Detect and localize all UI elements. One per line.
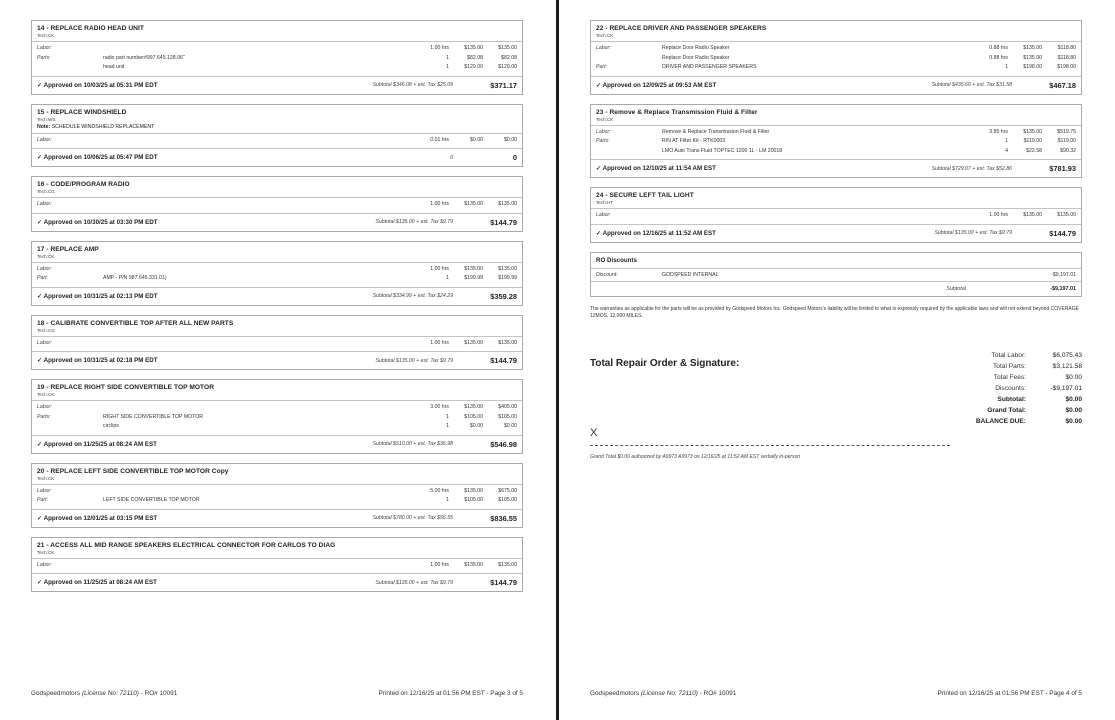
job-card <box>31 20 523 95</box>
line-type: Labor: <box>37 136 52 143</box>
job-lines <box>32 42 522 77</box>
approval-row <box>32 436 522 453</box>
discount-subtotal-value: -$9,197.01 <box>1050 285 1076 292</box>
discount-subtotal-label: Subtotal <box>946 285 966 292</box>
line-rate: $135.00 <box>464 561 483 568</box>
line-item <box>37 136 517 146</box>
approval-text: ✓ Approved on 12/09/25 at 09:53 AM EST <box>596 81 717 89</box>
line-amount: $135.00 <box>498 339 517 346</box>
totals-value: $0.00 <box>1065 395 1082 403</box>
line-type: Parts: <box>37 54 51 61</box>
totals-row <box>942 405 1082 416</box>
line-amount: $135.00 <box>498 201 517 207</box>
line-type: Labor: <box>596 128 611 135</box>
line-qty: 0.88 hrs <box>989 54 1008 61</box>
job-tech: Tech:CK <box>596 116 614 122</box>
job-tech: Tech:CK <box>37 475 55 481</box>
line-amount: $675.00 <box>498 487 517 494</box>
footer-license: (License No: 72110) <box>81 690 139 697</box>
line-qty: 1 <box>446 497 449 503</box>
footer-printed-page3: Printed on 12/16/25 at 01:56 PM EST - Page 3 of 5 <box>378 690 523 697</box>
approval-row <box>32 574 522 591</box>
totals-label: Subtotal: <box>997 395 1026 403</box>
line-qty: 0.01 hrs <box>430 136 449 143</box>
approval-subtotal: Subtotal $510.00 + est. Tax $36.98 <box>372 441 453 447</box>
line-rate: $135.00 <box>464 201 483 207</box>
totals-label: Total Fees: <box>993 373 1026 381</box>
job-title: 20 - REPLACE LEFT SIDE CONVERTIBLE TOP MOTOR Copy <box>37 467 229 475</box>
line-type <box>37 422 103 432</box>
line-rate: $135.00 <box>1023 45 1042 51</box>
job-lines <box>32 134 522 150</box>
line-qty: 1 <box>446 54 449 61</box>
line-qty: 1 <box>446 413 449 420</box>
line-desc <box>103 561 409 571</box>
line-item <box>596 128 1076 138</box>
job-lines <box>32 198 522 214</box>
line-item <box>596 211 1076 221</box>
approval-subtotal: Subtotal $135.00 + est. Tax $9.79 <box>375 219 453 225</box>
page-4 <box>559 0 1115 720</box>
line-type: Labor: <box>37 404 52 410</box>
approval-total: $144.79 <box>1049 228 1076 238</box>
line-item <box>37 265 517 275</box>
line-desc <box>103 136 409 146</box>
job-header <box>32 177 522 198</box>
job-lines <box>32 559 522 575</box>
line-type: Labor: <box>37 487 52 494</box>
line-type: Labor: <box>37 561 52 568</box>
line-item <box>596 54 1076 64</box>
line-rate: $199.99 <box>464 275 483 281</box>
footer-left-page4 <box>590 690 736 697</box>
approval-total: $371.17 <box>490 80 517 90</box>
line-amount: $135.00 <box>1057 212 1076 218</box>
line-rate: $0.00 <box>470 136 483 143</box>
line-type: Parts: <box>596 138 610 144</box>
approval-text: ✓ Approved on 10/31/25 at 02:13 PM EDT <box>37 292 158 300</box>
line-desc: head unit <box>103 64 125 70</box>
footer-license: (License No: 72110) <box>640 690 698 697</box>
job-tech: Tech:CG <box>37 327 55 333</box>
job-card <box>31 104 523 168</box>
line-rate: $0.00 <box>470 423 483 429</box>
job-header <box>591 21 1081 42</box>
line-amount: $105.00 <box>498 413 517 420</box>
approval-total: $467.18 <box>1049 80 1076 90</box>
line-amount: $135.00 <box>498 45 517 51</box>
footer-printed-page4: Printed on 12/16/25 at 01:56 PM EST - Page 4 of 5 <box>937 690 1082 697</box>
totals-row <box>942 394 1082 405</box>
totals-section <box>590 350 1082 450</box>
job-title: 16 - CODE/PROGRAM RADIO <box>37 181 130 188</box>
line-desc: RIGHT SIDE CONVERTIBLE TOP MOTOR <box>103 413 204 420</box>
line-type <box>37 63 103 73</box>
approval-text: ✓ Approved on 12/10/25 at 11:54 AM EST <box>596 165 716 172</box>
line-amount: $90.32 <box>1060 147 1076 154</box>
job-card <box>590 20 1082 95</box>
approval-total: $546.98 <box>490 439 517 449</box>
line-item <box>37 403 517 413</box>
line-item <box>37 422 517 432</box>
footer-shop: Godspeedmotors <box>31 690 81 697</box>
line-item <box>596 63 1076 73</box>
line-qty: 3.00 hrs <box>430 404 449 410</box>
totals-row <box>942 383 1082 394</box>
job-header <box>32 105 522 134</box>
approval-subtotal: Subtotal $334.99 + est. Tax $24.29 <box>372 293 453 299</box>
approval-total: $359.28 <box>490 291 517 301</box>
approval-text: ✓ Approved on 11/25/25 at 08:24 AM EST <box>37 440 157 448</box>
line-desc <box>103 339 409 349</box>
job-card <box>31 241 523 306</box>
line-qty: 4 <box>1005 147 1008 154</box>
line-type: Labor: <box>37 201 52 207</box>
line-amount: $405.00 <box>498 404 517 410</box>
approval-subtotal: Subtotal $435.60 + est. Tax $31.58 <box>931 82 1012 88</box>
totals-value: $0.00 <box>1065 373 1082 381</box>
line-item <box>37 339 517 349</box>
approval-text: ✓ Approved on 12/16/25 at 11:52 AM EST <box>596 229 716 237</box>
job-card <box>590 187 1082 243</box>
line-amount: $118.80 <box>1057 45 1076 51</box>
line-rate: $22.58 <box>1026 147 1042 154</box>
line-rate: $135.00 <box>464 404 483 410</box>
totals-value: $0.00 <box>1065 406 1082 414</box>
line-item <box>37 200 517 210</box>
totals-value: $0.00 <box>1065 417 1082 425</box>
job-card <box>31 463 523 528</box>
job-header <box>591 105 1081 126</box>
line-rate: $135.00 <box>464 487 483 494</box>
job-lines <box>591 42 1081 77</box>
job-tech: Tech:WS <box>37 116 56 122</box>
job-header <box>32 464 522 485</box>
line-item <box>596 137 1076 147</box>
job-lines <box>32 485 522 510</box>
job-lines <box>32 401 522 436</box>
job-header <box>591 188 1081 209</box>
warranty-text: The warranties as applicable for the parts will be as provided by Godspeed Motors Inc. Godspeed Motors's liability will be limited to what is expressly required by the applicable laws and will not extend beyond.COVERAGE 12MOS, 12,000 MILES. <box>590 305 1079 319</box>
line-amount: $0.00 <box>504 136 517 143</box>
approval-row <box>32 149 522 166</box>
line-qty: 1.00 hrs <box>430 265 449 272</box>
line-type: Labor: <box>37 265 52 272</box>
line-desc: circlips <box>103 423 119 429</box>
approval-text: ✓ Approved on 10/06/25 at 05:47 PM EDT <box>37 154 158 161</box>
job-title: 14 - REPLACE RADIO HEAD UNIT <box>37 25 144 32</box>
job-tech: Tech:CK <box>37 253 55 259</box>
totals-value: -$9,197.01 <box>1050 384 1082 392</box>
job-title: 21 - ACCESS ALL MID RANGE SPEAKERS ELECTRICAL CONNECTOR FOR CARLOS TO DIAG <box>37 541 336 549</box>
line-desc: Remove & Replace Transmission Fluid & Filter <box>662 128 770 135</box>
line-qty: 1 <box>1005 64 1008 70</box>
line-rate: $129.00 <box>464 64 483 70</box>
line-amount: $519.75 <box>1057 128 1076 135</box>
line-rate: $135.00 <box>464 45 483 51</box>
job-title: 19 - REPLACE RIGHT SIDE CONVERTIBLE TOP MOTOR <box>37 384 215 391</box>
discount-type: Discount: <box>596 271 618 278</box>
approval-subtotal: Subtotal $135.00 + est. Tax $9.79 <box>375 579 453 586</box>
totals-value: $3,121.58 <box>1052 362 1082 370</box>
approval-row <box>591 160 1081 177</box>
approval-text: ✓ Approved on 10/03/25 at 05:31 PM EDT <box>37 81 158 89</box>
line-type <box>596 54 662 64</box>
job-title: 24 - SECURE LEFT TAIL LIGHT <box>596 192 694 199</box>
right-jobs-list <box>590 20 1082 460</box>
job-card <box>31 537 523 593</box>
job-title: 15 - REPLACE WINDSHIELD <box>37 108 127 116</box>
line-qty: 1.00 hrs <box>989 212 1008 218</box>
totals-label: Grand Total: <box>987 406 1026 414</box>
approval-subtotal: 0 <box>450 154 453 161</box>
footer-ro: - RO# 10091 <box>699 690 737 697</box>
line-rate: $135.00 <box>1023 212 1042 218</box>
totals-row <box>942 416 1082 427</box>
line-rate: $105.00 <box>464 497 483 503</box>
line-type: Labor: <box>596 45 611 51</box>
job-title: 22 - REPLACE DRIVER AND PASSENGER SPEAKERS <box>596 25 767 32</box>
ro-discounts <box>590 252 1082 297</box>
line-amount: $198.00 <box>1057 64 1076 70</box>
footer-shop: Godspeedmotors <box>590 690 640 697</box>
line-amount: $105.00 <box>498 497 517 503</box>
line-type: Labor: <box>596 212 611 218</box>
job-header <box>32 242 522 263</box>
job-lines <box>591 209 1081 225</box>
approval-total: $781.93 <box>1049 164 1076 173</box>
line-qty: 1 <box>1005 138 1008 144</box>
line-qty: 1.00 hrs <box>430 45 449 51</box>
line-item <box>37 54 517 64</box>
line-qty: 1.00 hrs <box>430 201 449 207</box>
job-header <box>32 316 522 337</box>
line-qty: 1.00 hrs <box>430 339 449 346</box>
approval-row <box>591 225 1081 242</box>
line-desc <box>103 44 409 54</box>
totals-label: Total Parts: <box>993 362 1026 370</box>
line-desc <box>103 200 409 210</box>
line-desc: LEFT SIDE CONVERTIBLE TOP MOTOR <box>103 497 200 503</box>
line-amount: $119.00 <box>1057 138 1076 144</box>
line-desc <box>103 403 409 413</box>
approval-total: $144.79 <box>490 217 517 227</box>
line-desc: Replace Door Radio Speaker <box>662 45 730 51</box>
discount-subtotal <box>591 282 1081 296</box>
job-note <box>37 124 517 130</box>
job-tech: Tech:CG <box>37 189 55 194</box>
job-title: 17 - REPLACE AMP <box>37 245 99 253</box>
totals-row <box>942 361 1082 372</box>
totals-row <box>942 372 1082 383</box>
line-item <box>37 561 517 571</box>
totals-title: Total Repair Order & Signature: <box>590 357 740 369</box>
signature-x: X <box>590 426 598 439</box>
job-card <box>590 104 1082 179</box>
job-title: 18 - CALIBRATE CONVERTIBLE TOP AFTER ALL NEW PARTS <box>37 319 234 327</box>
line-qty: 1.00 hrs <box>430 561 449 568</box>
line-amount: $129.00 <box>498 64 517 70</box>
line-qty: 1 <box>446 275 449 281</box>
line-type: Part: <box>596 64 607 70</box>
line-rate: $105.00 <box>464 413 483 420</box>
line-desc <box>103 487 409 497</box>
footer-left-page3 <box>31 690 177 697</box>
approval-total: $144.79 <box>490 356 517 365</box>
line-amount: $135.00 <box>498 265 517 272</box>
line-rate: $198.00 <box>1023 64 1042 70</box>
line-desc: LMO Auto Trans Fluid TOPTEC 1200 1L - LM 20018 <box>662 147 783 154</box>
line-item <box>596 147 1076 157</box>
job-header <box>32 538 522 559</box>
left-jobs-list <box>31 20 523 601</box>
job-card <box>31 379 523 454</box>
line-item <box>37 413 517 423</box>
line-item <box>596 44 1076 54</box>
line-amount: $0.00 <box>504 423 517 429</box>
job-header <box>32 21 522 42</box>
approval-subtotal: Subtotal $346.08 + est. Tax $25.09 <box>372 82 453 88</box>
totals-label: Total Labor: <box>991 351 1026 359</box>
approval-text: ✓ Approved on 10/31/25 at 02:18 PM EDT <box>37 357 158 364</box>
footer-ro: - RO# 10091 <box>140 690 178 697</box>
approval-total: $144.79 <box>490 578 517 587</box>
line-qty: 3.85 hrs <box>989 128 1008 135</box>
line-qty: 0.88 hrs <box>989 45 1008 51</box>
approval-row <box>32 214 522 231</box>
approval-subtotal: Subtotal $135.00 + est. Tax $9.79 <box>934 230 1012 236</box>
approval-total: 0 <box>512 153 517 162</box>
line-amount: $135.00 <box>498 561 517 568</box>
discount-amount: -$9,197.01 <box>1051 271 1076 278</box>
approval-row <box>591 77 1081 94</box>
line-amount: $82.08 <box>501 54 517 61</box>
job-tech: Tech:CK <box>37 549 55 555</box>
approval-subtotal: Subtotal $135.00 + est. Tax $9.79 <box>375 357 453 364</box>
line-item <box>37 63 517 73</box>
line-type <box>596 147 662 157</box>
totals-label: BALANCE DUE: <box>975 417 1026 425</box>
approval-subtotal: Subtotal $729.07 + est. Tax $52.86 <box>931 165 1012 172</box>
line-type: Parts: <box>37 413 51 420</box>
line-qty: 1 <box>446 423 449 429</box>
job-header <box>32 380 522 401</box>
approval-row <box>32 510 522 527</box>
line-rate: $135.00 <box>1023 54 1042 61</box>
totals-value: $6,075.43 <box>1052 351 1082 359</box>
discount-line <box>591 269 1081 282</box>
line-amount: $199.99 <box>498 275 517 281</box>
approval-row <box>32 288 522 305</box>
job-tech: Tech:HT <box>596 200 614 205</box>
page-3 <box>0 0 556 720</box>
line-desc <box>103 265 409 275</box>
job-lines <box>32 263 522 288</box>
line-desc: DRIVER AND PASSENGER SPEAKERS <box>662 64 757 70</box>
line-desc: Replace Door Radio Speaker <box>662 54 730 61</box>
line-rate: $135.00 <box>464 265 483 272</box>
job-tech: Tech:CK <box>37 33 55 38</box>
line-item <box>37 44 517 54</box>
job-card <box>31 315 523 371</box>
line-rate: $135.00 <box>1023 128 1042 135</box>
line-type: Part: <box>37 275 48 281</box>
line-rate: $82.08 <box>467 54 483 61</box>
line-item <box>37 274 517 284</box>
authorization-text: Grand Total $0.00 authorized by A9973 A9973 on 12/16/25 at 11:52 AM EST verbally in-person <box>590 453 801 460</box>
job-note-text: SCHEDULE WINDSHIELD REPLACEMENT <box>51 123 155 130</box>
line-desc: RIN AT Filter Kit - RTK0003 <box>662 138 726 144</box>
job-tech: Tech:CK <box>596 33 614 38</box>
approval-text: ✓ Approved on 12/01/25 at 03:15 PM EST <box>37 514 158 522</box>
discount-desc: GODSPEED INTERNAL <box>662 271 719 278</box>
approval-row <box>32 77 522 94</box>
approval-text: ✓ Approved on 10/30/25 at 03:30 PM EDT <box>37 218 158 226</box>
line-desc: AMP - P/N 987.645.331.01) <box>103 275 167 281</box>
approval-total: $836.55 <box>490 513 517 523</box>
approval-text: ✓ Approved on 11/25/25 at 08:24 AM EST <box>37 579 157 586</box>
line-desc: radio part number#997.645.128.06" <box>103 54 185 61</box>
line-item <box>37 487 517 497</box>
job-card <box>31 176 523 232</box>
line-rate: $135.00 <box>464 339 483 346</box>
totals-label: Discounts: <box>995 384 1026 392</box>
approval-subtotal: Subtotal $780.00 + est. Tax $56.55 <box>372 515 453 521</box>
line-type: Labor: <box>37 45 52 51</box>
line-amount: $118.80 <box>1057 54 1076 61</box>
line-rate: $119.00 <box>1023 138 1042 144</box>
job-title: 23 - Remove & Replace Transmission Fluid & Filter <box>596 108 758 116</box>
signature-line[interactable] <box>590 434 950 446</box>
line-desc <box>662 211 968 221</box>
job-lines <box>591 126 1081 161</box>
line-qty: 5.00 hrs <box>430 487 449 494</box>
line-type: Labor: <box>37 339 52 346</box>
line-type: Part: <box>37 497 48 503</box>
ro-discounts-title: RO Discounts <box>591 253 1081 269</box>
totals-table <box>942 350 1082 427</box>
job-note-label: Note: <box>37 123 51 130</box>
job-tech: Tech:CK <box>37 392 55 397</box>
totals-row <box>942 350 1082 361</box>
approval-row <box>32 352 522 369</box>
job-lines <box>32 337 522 353</box>
line-item <box>37 496 517 506</box>
line-qty: 1 <box>446 64 449 70</box>
